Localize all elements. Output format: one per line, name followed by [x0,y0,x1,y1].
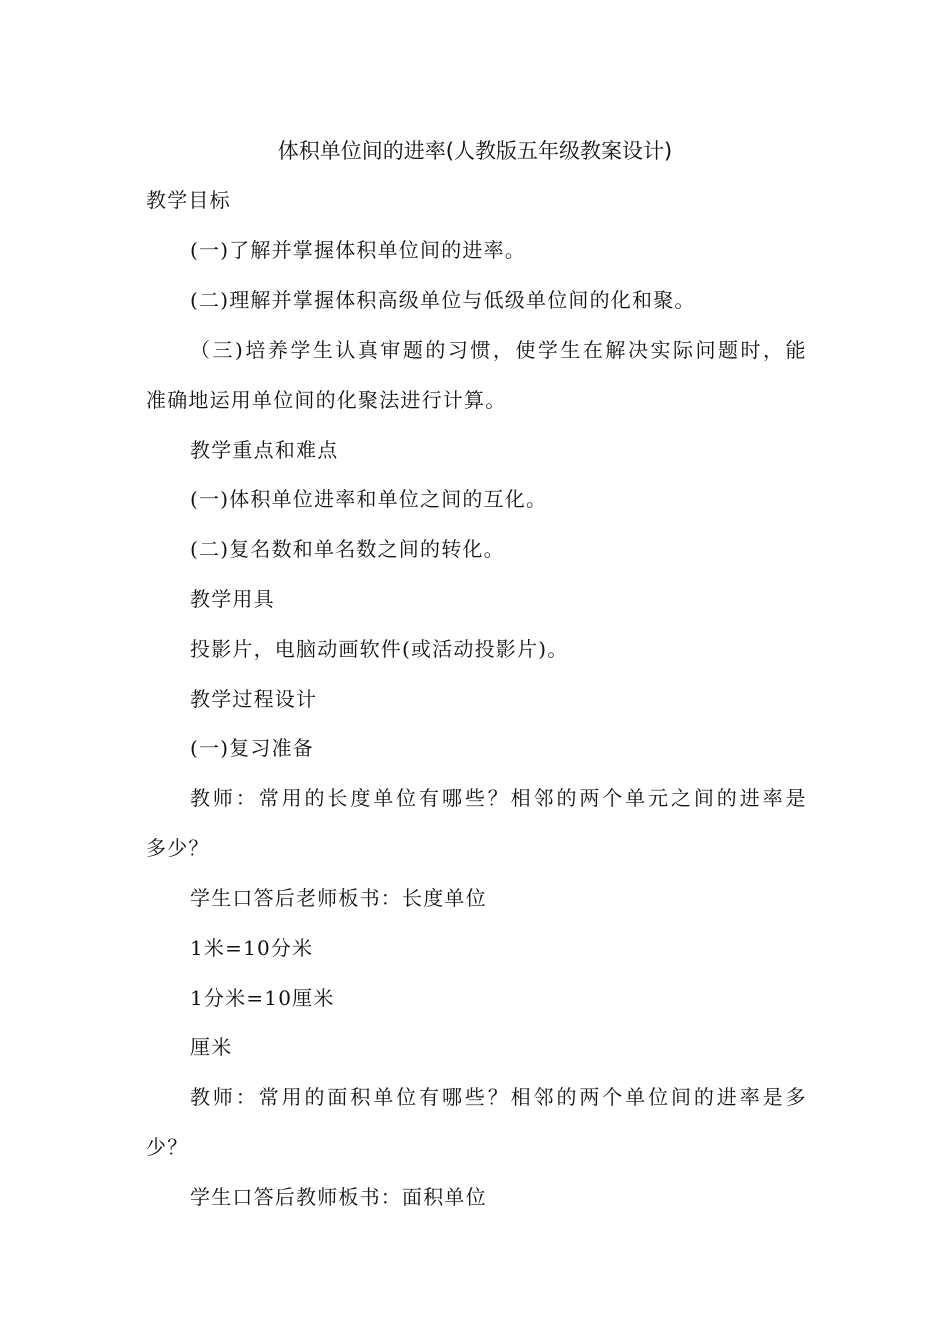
key-point-2: (二)复名数和单名数之间的转化。 [190,537,505,561]
heading-process-design: 教学过程设计 [190,687,318,711]
objective-3-line2: 准确地运用单位间的化聚法进行计算。 [146,388,507,412]
section-review: (一)复习准备 [190,736,315,760]
board-length-units: 学生口答后老师板书：长度单位 [190,886,487,910]
objective-1: (一)了解并掌握体积单位间的进率。 [190,238,527,262]
board-area-units: 学生口答后教师板书：面积单位 [190,1185,487,1209]
teacher-question-2-line2: 少？ [146,1135,189,1159]
length-unit-cm: 厘米 [190,1035,233,1059]
objective-2: (二)理解并掌握体积高级单位与低级单位间的化和聚。 [190,288,696,312]
key-point-1: (一)体积单位进率和单位之间的互化。 [190,487,548,511]
heading-key-points: 教学重点和难点 [190,438,339,462]
objective-3-line1: （三)培养学生认真审题的习惯，使学生在解决实际问题时，能 [190,338,806,362]
teacher-question-1-line1: 教师：常用的长度单位有哪些？相邻的两个单元之间的进率是 [190,786,806,810]
document-title: 体积单位间的进率(人教版五年级教案设计) [277,139,673,163]
teacher-question-2-line1: 教师：常用的面积单位有哪些？相邻的两个单位间的进率是多 [190,1085,806,1109]
heading-teaching-objectives: 教学目标 [146,188,231,212]
teaching-aids-text: 投影片，电脑动画软件(或活动投影片)。 [190,637,569,661]
length-conversion-2: 1分米=10厘米 [190,986,335,1010]
teacher-question-1-line2: 多少？ [146,836,210,860]
length-conversion-1: 1米=10分米 [190,936,314,960]
heading-teaching-aids: 教学用具 [190,587,275,611]
